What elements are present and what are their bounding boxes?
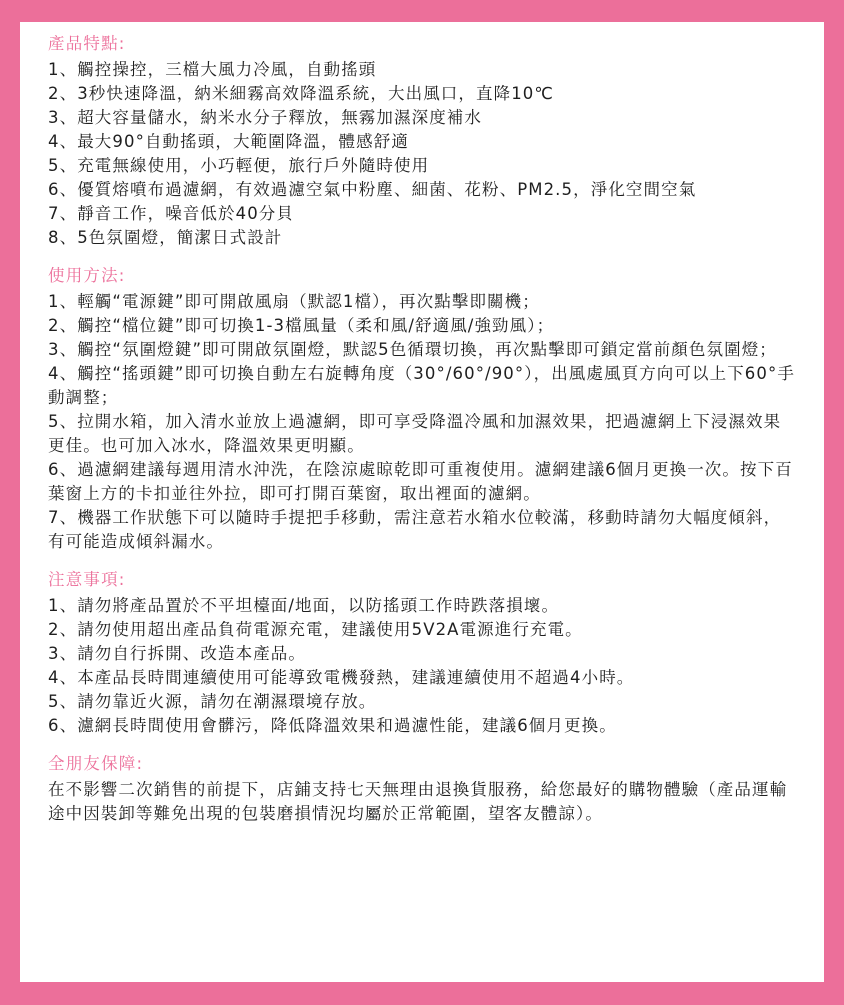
note-item: 1、請勿將產品置於不平坦檯面/地面，以防搖頭工作時跌落損壞。 [48, 596, 560, 615]
feature-item: 3、超大容量儲水，納米水分子釋放，無霧加濕深度補水 [48, 108, 482, 127]
usage-item: 3、觸控“氛圍燈鍵”即可開啟氛圍燈，默認5色循環切換，再次點擊即可鎖定當前顏色氛圍燈； [48, 340, 777, 359]
guarantee-title: 全朋友保障: [48, 754, 144, 773]
note-item: 5、請勿靠近火源，請勿在潮濕環境存放。 [48, 692, 377, 711]
note-item: 2、請勿使用超出產品負荷電源充電，建議使用5V2A電源進行充電。 [48, 620, 583, 639]
usage-title: 使用方法: [48, 266, 126, 285]
usage-section [48, 264, 796, 554]
feature-item: 2、3秒快速降溫，納米細霧高效降溫系統，大出風口，直降10℃ [48, 84, 555, 103]
feature-item: 7、靜音工作，噪音低於40分貝 [48, 204, 294, 223]
usage-item: 5、拉開水箱，加入清水並放上過濾網，即可享受降溫冷風和加濕效果，把過濾網上下浸濕效果更佳。也可加入冰水，降溫效果更明顯。 [48, 412, 782, 455]
note-item: 3、請勿自行拆開、改造本產品。 [48, 644, 306, 663]
guarantee-section [48, 752, 796, 826]
product-info-card [20, 22, 824, 982]
features-section [48, 32, 796, 250]
feature-item: 1、觸控操控，三檔大風力冷風，自動搖頭 [48, 60, 377, 79]
features-title: 產品特點: [48, 34, 126, 53]
feature-item: 5、充電無線使用，小巧輕便，旅行戶外隨時使用 [48, 156, 430, 175]
guarantee-text: 在不影響二次銷售的前提下，店鋪支持七天無理由退換貨服務，給您最好的購物體驗（產品運輸途中因裝卸等難免出現的包裝磨損情況均屬於正常範圍，望客友體諒）。 [48, 780, 788, 823]
note-item: 6、濾網長時間使用會髒污，降低降溫效果和過濾性能，建議6個月更換。 [48, 716, 617, 735]
feature-item: 6、優質熔噴布過濾網，有效過濾空氣中粉塵、細菌、花粉、PM2.5，淨化空間空氣 [48, 180, 697, 199]
usage-item: 6、過濾網建議每週用清水沖洗，在陰涼處晾乾即可重複使用。濾網建議6個月更換一次。按下百葉窗上方的卡扣並往外拉，即可打開百葉窗，取出裡面的濾網。 [48, 460, 793, 503]
notes-section [48, 568, 796, 738]
usage-item: 1、輕觸“電源鍵”即可開啟風扇（默認1檔），再次點擊即關機； [48, 292, 540, 311]
note-item: 4、本產品長時間連續使用可能導致電機發熱，建議連續使用不超過4小時。 [48, 668, 635, 687]
usage-item: 2、觸控“檔位鍵”即可切換1-3檔風量（柔和風/舒適風/強勁風）； [48, 316, 555, 335]
notes-title: 注意事項: [48, 570, 126, 589]
feature-item: 4、最大90°自動搖頭，大範圍降溫，體感舒適 [48, 132, 409, 151]
usage-item: 7、機器工作狀態下可以隨時手提把手移動，需注意若水箱水位較滿，移動時請勿大幅度傾斜，有可能造成傾斜漏水。 [48, 508, 782, 551]
feature-item: 8、5色氛圍燈，簡潔日式設計 [48, 228, 283, 247]
usage-item: 4、觸控“搖頭鍵”即可切換自動左右旋轉角度（30°/60°/90°），出風處風頁方向可以上下60°手動調整； [48, 364, 795, 407]
